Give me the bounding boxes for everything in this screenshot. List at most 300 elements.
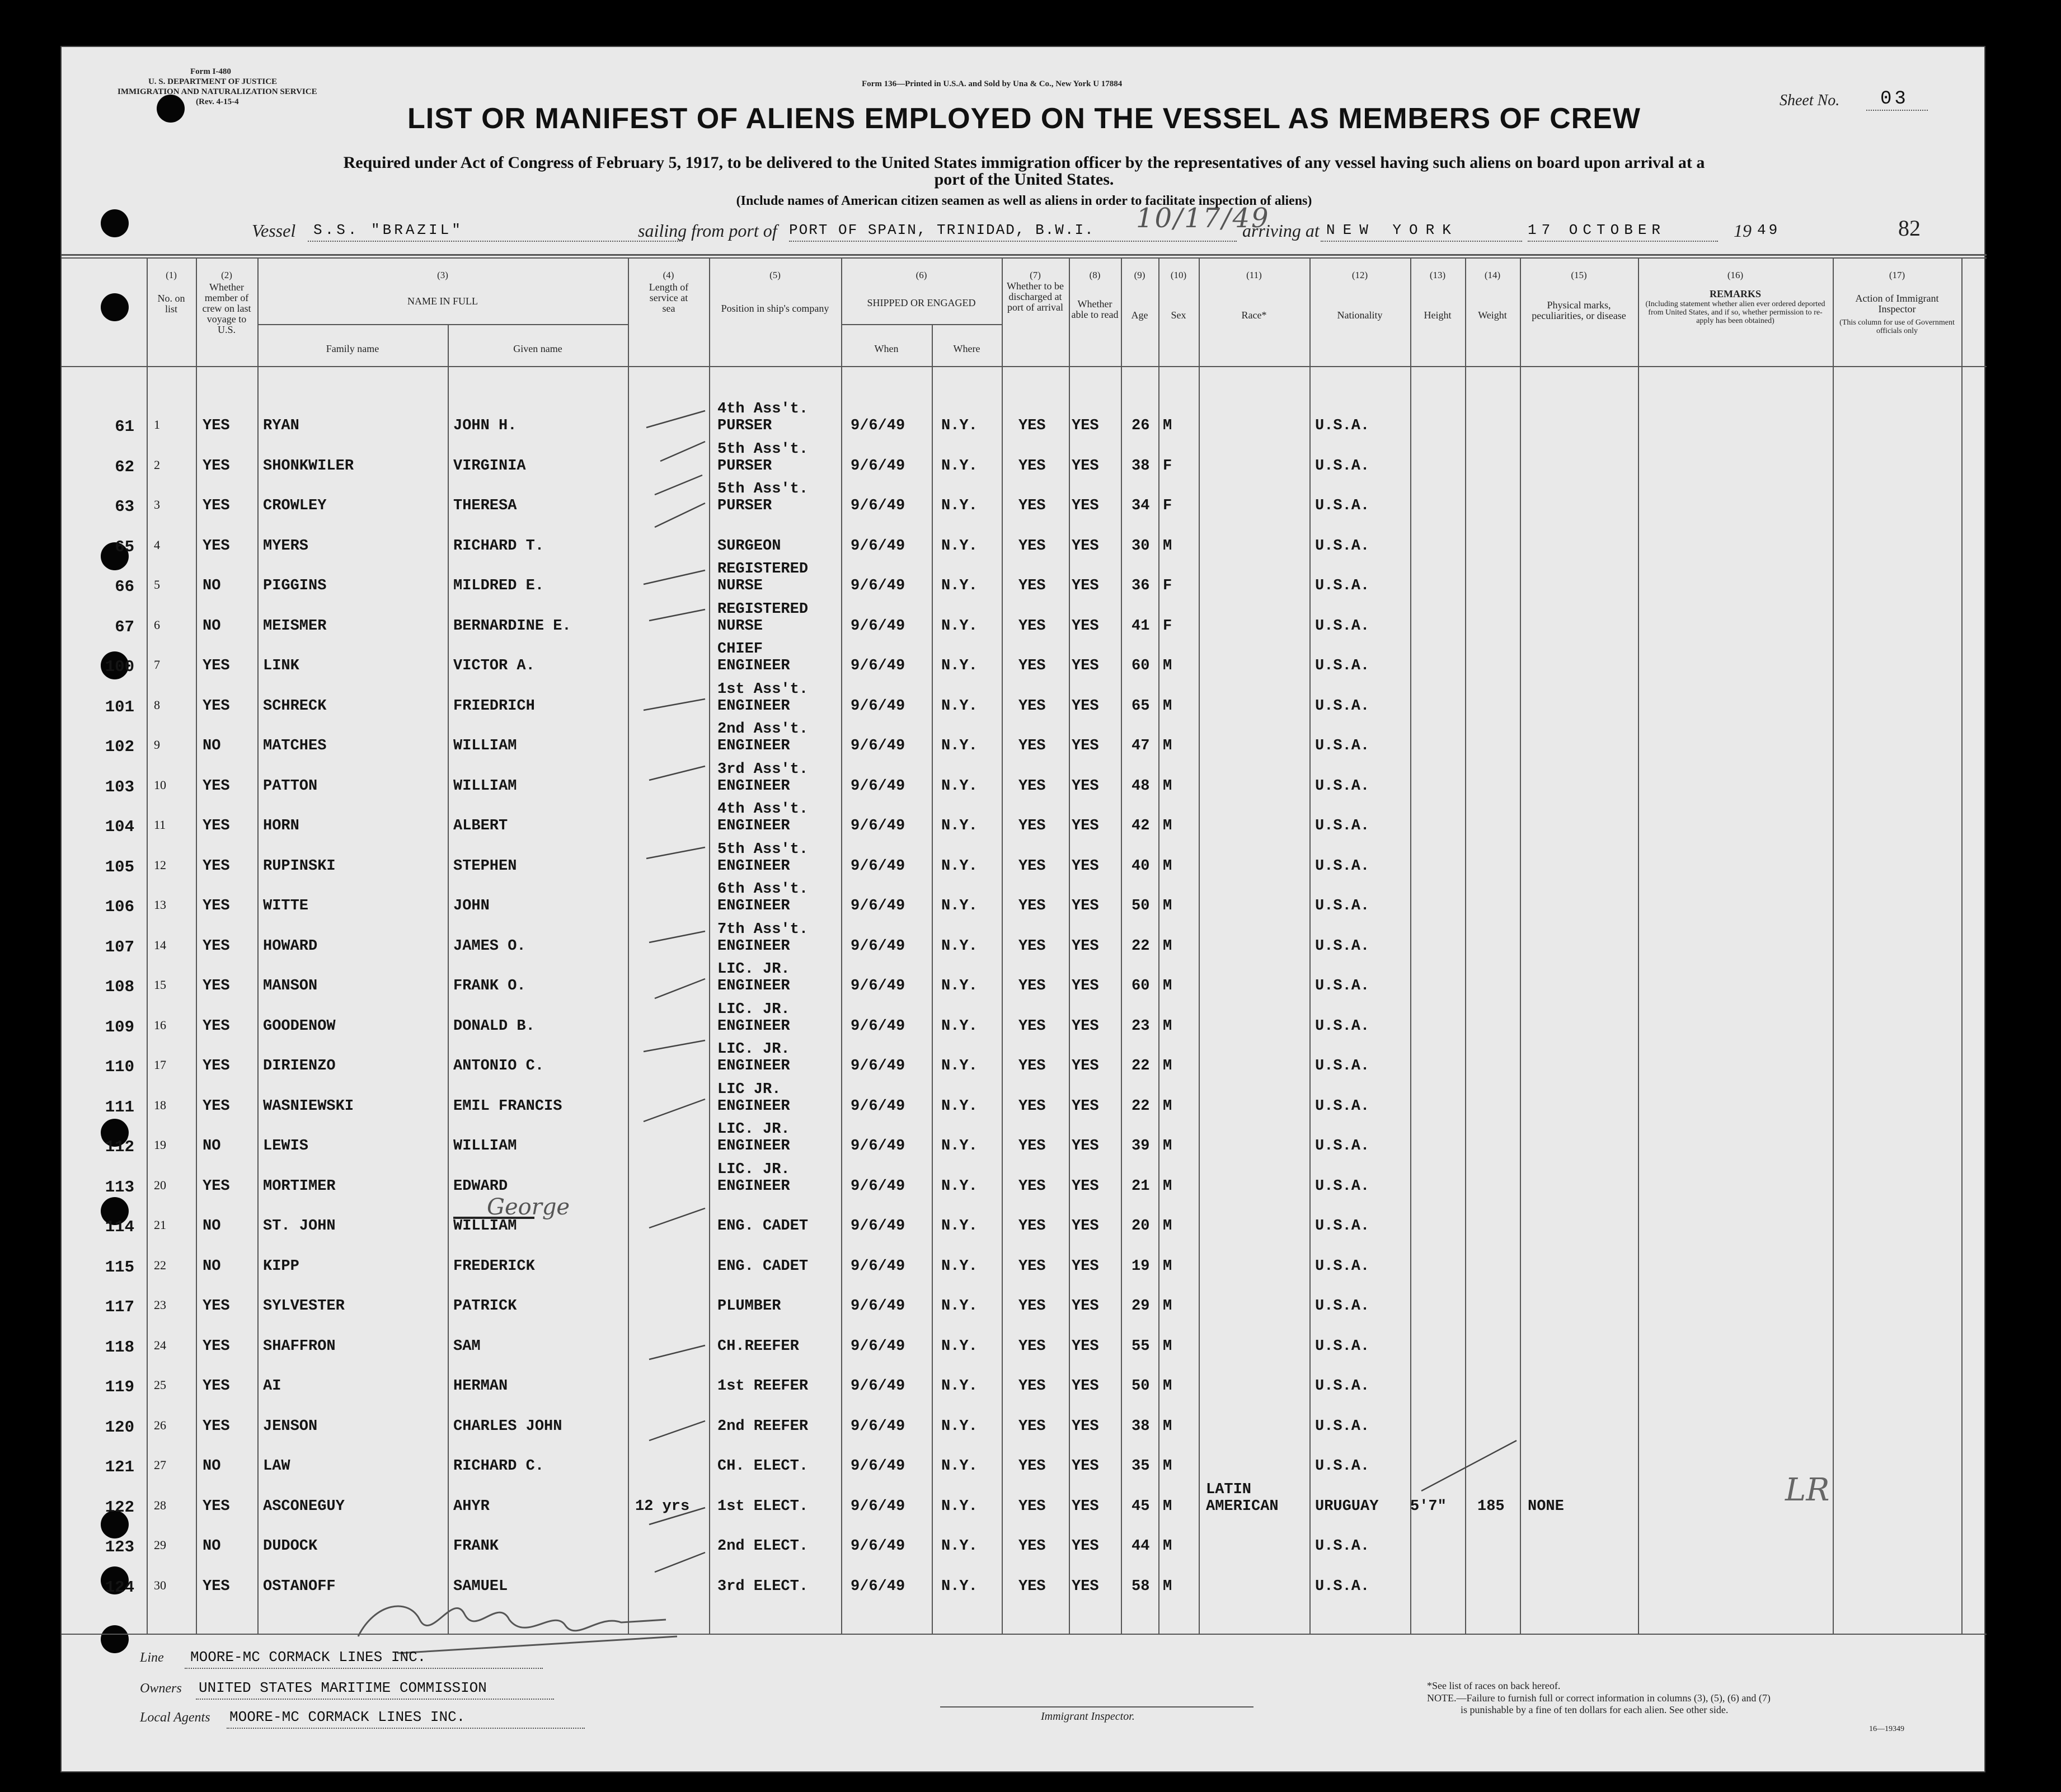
table-row — [62, 561, 1987, 604]
row-shipped-where: N.Y. — [941, 777, 978, 795]
row-line-number: 123 — [105, 1538, 134, 1556]
row-nationality: U.S.A. — [1315, 857, 1370, 875]
row-discharged: YES — [1018, 537, 1046, 555]
row-line-number: 67 — [115, 617, 134, 636]
row-nationality: U.S.A. — [1315, 1058, 1370, 1075]
row-discharged: YES — [1018, 777, 1046, 795]
row-line-number: 66 — [115, 578, 134, 596]
col-header-inspector-note: (This column for use of Government officials only — [1839, 318, 1955, 335]
row-no-on-list: 17 — [154, 1058, 166, 1072]
col-header-last-voyage: Whether member of crew on last voyage to U.S. — [202, 282, 251, 335]
row-able-to-read: YES — [1072, 777, 1099, 795]
table-row — [62, 1406, 1987, 1445]
row-weight: 185 — [1477, 1498, 1505, 1515]
row-given-name: ALBERT — [453, 818, 508, 834]
row-last-voyage: YES — [203, 1017, 230, 1035]
col-header-position: Position in ship's company — [721, 303, 829, 314]
row-shipped-when: 9/6/49 — [851, 1458, 905, 1475]
row-family-name: JENSON — [263, 1418, 318, 1435]
row-no-on-list: 5 — [154, 578, 160, 592]
row-family-name: ST. JOHN — [263, 1218, 336, 1235]
row-shipped-where: N.Y. — [941, 1418, 978, 1435]
row-no-on-list: 13 — [154, 898, 166, 912]
table-row — [62, 961, 1987, 1005]
row-given-name: JAMES O. — [453, 937, 526, 955]
row-position-line-1: CHIEF — [717, 641, 763, 658]
table-bottom-rule — [62, 1634, 1987, 1635]
row-shipped-when: 9/6/49 — [851, 1138, 905, 1155]
col-header-where: Where — [953, 343, 980, 354]
vessel-underline — [308, 241, 683, 242]
row-shipped-when: 9/6/49 — [851, 1578, 905, 1595]
row-given-name: ANTONIO C. — [453, 1058, 544, 1075]
row-position-line-2: ENG. CADET — [717, 1258, 809, 1275]
shipping-line: MOORE-MC CORMACK LINES INC. — [190, 1649, 426, 1666]
row-line-number: 115 — [105, 1258, 134, 1277]
row-able-to-read: YES — [1072, 1458, 1099, 1475]
row-position-line-2: NURSE — [717, 617, 763, 635]
row-position-line-1: 5th Ass't. — [717, 440, 809, 458]
row-position-line-2: SURGEON — [717, 537, 781, 555]
row-no-on-list: 19 — [154, 1138, 166, 1152]
row-age: 22 — [1132, 1058, 1150, 1075]
arriving-label: arriving at — [1242, 221, 1320, 241]
row-position-line-2: CH. ELECT. — [717, 1458, 809, 1475]
required-text-line-1: Required under Act of Congress of February 5, 1917, to be delivered to the United States immigration officer by the representatives of any vessel having such aliens on board upon arrival at a — [343, 153, 1705, 172]
row-nationality: U.S.A. — [1315, 1218, 1370, 1235]
table-row — [62, 401, 1987, 444]
row-sex: M — [1163, 1017, 1172, 1035]
row-line-number: 103 — [105, 777, 134, 796]
col-number: (3) — [437, 270, 448, 280]
row-given-name: WILLIAM — [453, 1138, 517, 1155]
row-able-to-read: YES — [1072, 818, 1099, 834]
row-age: 48 — [1132, 777, 1150, 795]
row-able-to-read: YES — [1072, 697, 1099, 715]
row-discharged: YES — [1018, 417, 1046, 434]
row-nationality: U.S.A. — [1315, 1578, 1370, 1595]
row-last-voyage: YES — [203, 697, 230, 715]
row-able-to-read: YES — [1072, 1178, 1099, 1195]
row-given-name: EMIL FRANCIS — [453, 1097, 562, 1115]
row-family-name: RUPINSKI — [263, 857, 336, 875]
row-family-name: AI — [263, 1378, 281, 1395]
row-given-name: JOHN H. — [453, 417, 517, 434]
row-shipped-when: 9/6/49 — [851, 617, 905, 635]
row-position-line-2: ENGINEER — [717, 1017, 790, 1035]
page-number: 82 — [1898, 215, 1921, 241]
row-sex: F — [1163, 498, 1172, 514]
row-family-name: SHONKWILER — [263, 457, 354, 475]
row-sex: M — [1163, 898, 1172, 914]
row-discharged: YES — [1018, 1338, 1046, 1355]
row-age: 40 — [1132, 857, 1150, 875]
row-able-to-read: YES — [1072, 1498, 1099, 1515]
row-shipped-where: N.Y. — [941, 1538, 978, 1555]
row-no-on-list: 8 — [154, 697, 160, 712]
row-line-number: 108 — [105, 978, 134, 996]
row-shipped-when: 9/6/49 — [851, 818, 905, 834]
row-position-line-1: 7th Ass't. — [717, 921, 809, 938]
row-shipped-when: 9/6/49 — [851, 1017, 905, 1035]
row-family-name: OSTANOFF — [263, 1578, 336, 1595]
inspector-label: Immigrant Inspector. — [1041, 1710, 1135, 1723]
row-sex: M — [1163, 978, 1172, 994]
col-header-inspector-action: Action of Immigrant Inspector — [1855, 293, 1939, 315]
row-sex: M — [1163, 1338, 1172, 1355]
row-no-on-list: 2 — [154, 457, 160, 472]
table-row — [62, 881, 1987, 925]
row-shipped-when: 9/6/49 — [851, 1498, 905, 1515]
row-nationality: U.S.A. — [1315, 578, 1370, 594]
row-nationality: U.S.A. — [1315, 1338, 1370, 1355]
include-note: (Include names of American citizen seamen as well as aliens in order to facilitate inspection of aliens) — [736, 194, 1312, 208]
row-nationality: URUGUAY — [1315, 1498, 1379, 1515]
row-shipped-when: 9/6/49 — [851, 898, 905, 914]
row-discharged: YES — [1018, 617, 1046, 635]
row-no-on-list: 18 — [154, 1097, 166, 1112]
col-number: (4) — [663, 270, 674, 280]
row-family-name: DIRIENZO — [263, 1058, 336, 1075]
row-sex: M — [1163, 417, 1172, 434]
row-sex: M — [1163, 1538, 1172, 1555]
row-position-line-2: 1st ELECT. — [717, 1498, 809, 1515]
row-position-line-2: ENGINEER — [717, 738, 790, 754]
row-family-name: SCHRECK — [263, 697, 327, 715]
manifest-sheet — [60, 46, 1985, 1772]
year-prefix: 19 — [1734, 221, 1752, 241]
row-shipped-when: 9/6/49 — [851, 1538, 905, 1555]
row-given-name: RICHARD T. — [453, 537, 544, 555]
table-row — [62, 1446, 1987, 1485]
row-last-voyage: NO — [203, 578, 221, 594]
table-row — [62, 1001, 1987, 1045]
col-number: (5) — [769, 270, 781, 280]
row-last-voyage: YES — [203, 857, 230, 875]
row-given-name: WILLIAM — [453, 738, 517, 754]
row-last-voyage: NO — [203, 1258, 221, 1275]
row-age: 26 — [1132, 417, 1150, 434]
row-line-number: 102 — [105, 738, 134, 756]
row-sex: M — [1163, 857, 1172, 875]
vessel-name: S.S. "BRAZIL" — [313, 222, 463, 238]
row-shipped-when: 9/6/49 — [851, 578, 905, 594]
row-age: 47 — [1132, 738, 1150, 754]
row-line-number: 106 — [105, 898, 134, 916]
row-able-to-read: YES — [1072, 1017, 1099, 1035]
row-position-line-2: 2nd REEFER — [717, 1418, 809, 1435]
row-no-on-list: 30 — [154, 1578, 166, 1592]
row-able-to-read: YES — [1072, 978, 1099, 994]
row-shipped-where: N.Y. — [941, 1138, 978, 1155]
row-nationality: U.S.A. — [1315, 1538, 1370, 1555]
printer-line: Form 136—Printed in U.S.A. and Sold by Una & Co., New York U 17884 — [862, 79, 1123, 88]
row-sex: M — [1163, 1138, 1172, 1155]
row-age: 50 — [1132, 1378, 1150, 1395]
row-nationality: U.S.A. — [1315, 898, 1370, 914]
row-position-line-1: 5th Ass't. — [717, 841, 809, 858]
row-sex: M — [1163, 937, 1172, 955]
table-row — [62, 1194, 1987, 1245]
col-header-name-in-full: NAME IN FULL — [407, 295, 478, 307]
row-no-on-list: 20 — [154, 1178, 166, 1192]
row-shipped-when: 9/6/49 — [851, 1097, 905, 1115]
row-shipped-where: N.Y. — [941, 658, 978, 674]
row-family-name: HOWARD — [263, 937, 318, 955]
row-nationality: U.S.A. — [1315, 777, 1370, 795]
row-sex: M — [1163, 1298, 1172, 1315]
row-line-number: 111 — [105, 1097, 134, 1117]
table-row — [62, 1471, 1987, 1525]
row-able-to-read: YES — [1072, 1298, 1099, 1315]
row-position-line-2: 3rd ELECT. — [717, 1578, 809, 1595]
table-row — [62, 1566, 1987, 1605]
row-able-to-read: YES — [1072, 898, 1099, 914]
col-header-length-of-service: Length of service at sea — [649, 282, 689, 314]
punch-hole — [101, 1625, 129, 1653]
row-position-line-2: ENGINEER — [717, 1097, 790, 1115]
col-header-remarks: REMARKS — [1709, 288, 1761, 299]
row-given-name: WILLIAM — [453, 777, 517, 795]
row-shipped-when: 9/6/49 — [851, 738, 905, 754]
col-header-sex: Sex — [1171, 309, 1186, 321]
row-line-number: 107 — [105, 937, 134, 956]
row-position-line-2: ENGINEER — [717, 658, 790, 674]
row-last-voyage: YES — [203, 1097, 230, 1115]
row-given-name: SAMUEL — [453, 1578, 508, 1595]
row-family-name: MEISMER — [263, 617, 327, 635]
header-bottom-rule — [62, 366, 1987, 367]
arriving-port: NEW YORK — [1326, 222, 1459, 238]
col-header-given-name: Given name — [513, 343, 562, 354]
form-department: U. S. DEPARTMENT OF JUSTICE — [148, 77, 278, 86]
row-shipped-when: 9/6/49 — [851, 1258, 905, 1275]
form-code: 16—19349 — [1869, 1725, 1904, 1733]
row-last-voyage: YES — [203, 818, 230, 834]
col-header-able-to-read: Whether able to read — [1071, 298, 1119, 320]
row-able-to-read: YES — [1072, 417, 1099, 434]
row-position-line-2: ENGINEER — [717, 1058, 790, 1075]
row-discharged: YES — [1018, 1418, 1046, 1435]
row-last-voyage: NO — [203, 1138, 221, 1155]
punch-hole — [101, 293, 129, 321]
row-given-name-handwritten: George — [487, 1194, 570, 1220]
row-sex: M — [1163, 1058, 1172, 1075]
row-shipped-where: N.Y. — [941, 1498, 978, 1515]
row-shipped-when: 9/6/49 — [851, 1218, 905, 1235]
row-nationality: U.S.A. — [1315, 537, 1370, 555]
table-row — [62, 761, 1987, 805]
row-age: 22 — [1132, 1097, 1150, 1115]
row-discharged: YES — [1018, 1378, 1046, 1395]
row-position-line-1: 6th Ass't. — [717, 881, 809, 898]
row-shipped-when: 9/6/49 — [851, 697, 905, 715]
row-last-voyage: YES — [203, 1058, 230, 1075]
row-discharged: YES — [1018, 1298, 1046, 1315]
row-shipped-where: N.Y. — [941, 578, 978, 594]
row-shipped-when: 9/6/49 — [851, 777, 905, 795]
row-no-on-list: 7 — [154, 658, 160, 672]
row-shipped-where: N.Y. — [941, 417, 978, 434]
table-row — [62, 1366, 1987, 1405]
row-line-number: 104 — [105, 818, 134, 836]
row-family-name: LEWIS — [263, 1138, 309, 1155]
row-age: 65 — [1132, 697, 1150, 715]
row-no-on-list: 27 — [154, 1458, 166, 1472]
row-sex: M — [1163, 738, 1172, 754]
row-line-number: 114 — [105, 1218, 134, 1236]
row-age: 45 — [1132, 1498, 1150, 1515]
row-shipped-where: N.Y. — [941, 937, 978, 955]
row-position-line-2: PLUMBER — [717, 1298, 781, 1315]
row-position-line-2: ENG. CADET — [717, 1218, 809, 1235]
row-able-to-read: YES — [1072, 617, 1099, 635]
row-last-voyage: NO — [203, 1458, 221, 1475]
row-discharged: YES — [1018, 1258, 1046, 1275]
row-age: 39 — [1132, 1138, 1150, 1155]
row-given-name: VICTOR A. — [453, 658, 535, 674]
row-no-on-list: 24 — [154, 1338, 166, 1352]
row-given-name: WILLIAM — [453, 1218, 517, 1235]
row-able-to-read: YES — [1072, 1138, 1099, 1155]
row-sex: F — [1163, 578, 1172, 594]
row-able-to-read: YES — [1072, 1097, 1099, 1115]
row-position-line-1: 1st Ass't. — [717, 681, 809, 698]
row-given-name: PATRICK — [453, 1298, 517, 1315]
row-shipped-where: N.Y. — [941, 697, 978, 715]
row-able-to-read: YES — [1072, 1338, 1099, 1355]
table-row — [62, 681, 1987, 725]
col-number: (16) — [1727, 270, 1744, 280]
row-sex: F — [1163, 457, 1172, 475]
col-number: (11) — [1246, 270, 1262, 280]
form-revision: (Rev. 4-15-4 — [196, 97, 239, 106]
row-nationality: U.S.A. — [1315, 937, 1370, 955]
row-family-name: MANSON — [263, 978, 318, 994]
row-given-name: FREDERICK — [453, 1258, 535, 1275]
row-age: 29 — [1132, 1298, 1150, 1315]
row-no-on-list: 14 — [154, 937, 166, 952]
row-line-number: 101 — [105, 697, 134, 716]
table-row — [62, 1286, 1987, 1325]
col-header-shipped-or-engaged: SHIPPED OR ENGAGED — [867, 297, 976, 308]
row-shipped-when: 9/6/49 — [851, 978, 905, 994]
row-discharged: YES — [1018, 978, 1046, 994]
row-able-to-read: YES — [1072, 1538, 1099, 1555]
inspector-signature-line — [940, 1706, 1253, 1707]
row-position-line-1: 2nd Ass't. — [717, 721, 809, 738]
punch-hole — [101, 209, 129, 237]
row-position-line-1: LIC. JR. — [717, 961, 790, 978]
table-row — [62, 601, 1987, 645]
row-shipped-when: 9/6/49 — [851, 457, 905, 475]
table-row — [62, 921, 1987, 965]
row-discharged: YES — [1018, 1138, 1046, 1155]
row-age: 50 — [1132, 898, 1150, 914]
row-line-number: 109 — [105, 1017, 134, 1036]
row-age: 60 — [1132, 978, 1150, 994]
row-given-name: CHARLES JOHN — [453, 1418, 562, 1435]
row-position-line-2: ENGINEER — [717, 818, 790, 834]
row-given-name: STEPHEN — [453, 857, 517, 875]
col-number: (6) — [916, 270, 927, 280]
row-family-name: MATCHES — [263, 738, 327, 754]
row-able-to-read: YES — [1072, 1418, 1099, 1435]
col-header-remarks-note: (Including statement whether alien ever ordered deported from United States, and if so, whether permission to re-apply has been obtained) — [1645, 300, 1825, 325]
col-number: (12) — [1351, 270, 1368, 280]
form-number: Form I-480 — [190, 67, 231, 76]
row-no-on-list: 11 — [154, 818, 166, 832]
table-row — [62, 1326, 1987, 1365]
row-line-number: 124 — [105, 1578, 134, 1597]
row-last-voyage: YES — [203, 937, 230, 955]
row-family-name: PIGGINS — [263, 578, 327, 594]
row-shipped-where: N.Y. — [941, 617, 978, 635]
row-position-line-1: 4th Ass't. — [717, 801, 809, 818]
row-able-to-read: YES — [1072, 457, 1099, 475]
row-last-voyage: YES — [203, 1498, 230, 1515]
col-header-weight: Weight — [1478, 309, 1507, 321]
form-service: IMMIGRATION AND NATURALIZATION SERVICE — [118, 87, 317, 96]
row-height: 5'7" — [1410, 1498, 1447, 1515]
sheet-label: Sheet No. — [1780, 92, 1840, 109]
row-able-to-read: YES — [1072, 498, 1099, 514]
row-family-name: KIPP — [263, 1258, 299, 1275]
row-nationality: U.S.A. — [1315, 1017, 1370, 1035]
row-sex: M — [1163, 658, 1172, 674]
row-family-name: SHAFFRON — [263, 1338, 336, 1355]
row-last-voyage: YES — [203, 537, 230, 555]
table-row — [62, 440, 1987, 485]
col-number: (9) — [1134, 270, 1145, 280]
row-sex: M — [1163, 1418, 1172, 1435]
row-last-voyage: YES — [203, 1418, 230, 1435]
col-number: (14) — [1484, 270, 1501, 280]
row-shipped-when: 9/6/49 — [851, 417, 905, 434]
row-no-on-list: 10 — [154, 777, 166, 792]
row-shipped-where: N.Y. — [941, 1017, 978, 1035]
row-able-to-read: YES — [1072, 1258, 1099, 1275]
row-age: 58 — [1132, 1578, 1150, 1595]
row-position-line-2: NURSE — [717, 578, 763, 594]
row-last-voyage: YES — [203, 898, 230, 914]
row-age: 21 — [1132, 1178, 1150, 1195]
row-race-line-2: AMERICAN — [1206, 1498, 1279, 1515]
row-last-voyage: YES — [203, 498, 230, 514]
row-nationality: U.S.A. — [1315, 617, 1370, 635]
races-note: *See list of races on back hereof. — [1427, 1680, 1561, 1691]
row-line-number: 121 — [105, 1458, 134, 1476]
row-able-to-read: YES — [1072, 537, 1099, 555]
row-position-line-1: LIC JR. — [717, 1081, 781, 1098]
row-discharged: YES — [1018, 658, 1046, 674]
row-line-number: 122 — [105, 1498, 134, 1517]
row-family-name: LAW — [263, 1458, 290, 1475]
row-shipped-when: 9/6/49 — [851, 1298, 905, 1315]
row-age: 38 — [1132, 457, 1150, 475]
row-able-to-read: YES — [1072, 937, 1099, 955]
row-no-on-list: 4 — [154, 537, 160, 552]
row-nationality: U.S.A. — [1315, 498, 1370, 514]
manifest-title: LIST OR MANIFEST OF ALIENS EMPLOYED ON THE VESSEL AS MEMBERS OF CREW — [407, 102, 1641, 135]
row-given-name: MILDRED E. — [453, 578, 544, 594]
row-shipped-where: N.Y. — [941, 1258, 978, 1275]
row-shipped-when: 9/6/49 — [851, 857, 905, 875]
row-last-voyage: YES — [203, 1298, 230, 1315]
row-no-on-list: 25 — [154, 1378, 166, 1392]
row-shipped-when: 9/6/49 — [851, 937, 905, 955]
row-discharged: YES — [1018, 818, 1046, 834]
